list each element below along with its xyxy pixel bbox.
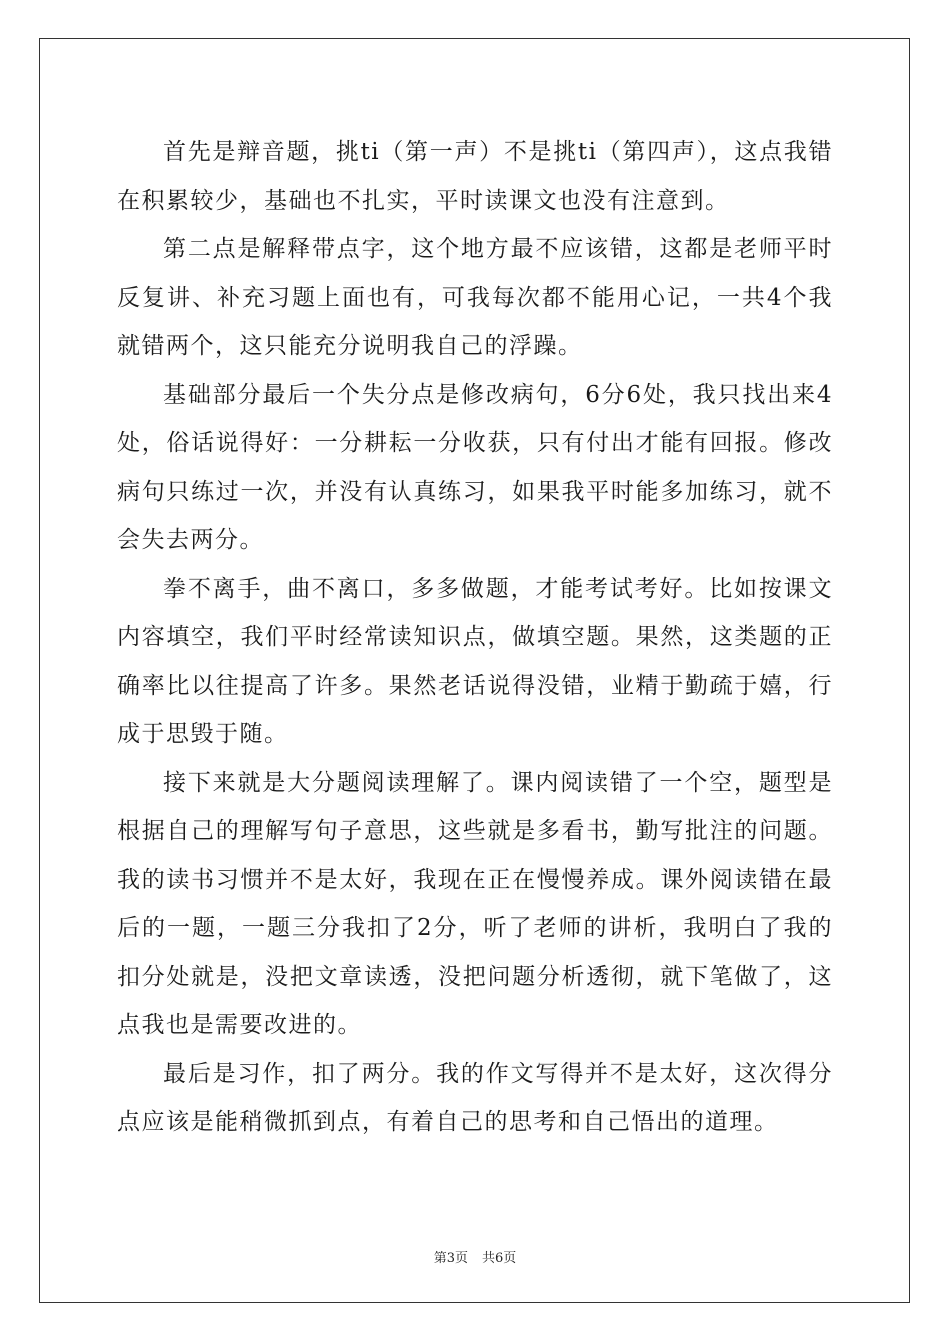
current-page-number: 第3页 bbox=[433, 1251, 468, 1266]
paragraph: 接下来就是大分题阅读理解了。课内阅读错了一个空，题型是根据自己的理解写句子意思，这些就是多看书，勤写批注的问题。我的读书习惯并不是太好，我现在正在慢慢养成。课外阅读错在最后的一题，一题三分我扣了2分，听了老师的讲析，我明白了我的扣分处就是，没把文章读透，没把问题分析透彻，就下笔做了，这点我也是需要改进的。 bbox=[117, 769, 833, 1038]
page-footer bbox=[0, 1247, 950, 1266]
paragraph: 首先是辩音题，挑ti（第一声）不是挑ti（第四声），这点我错在积累较少，基础也不扎实，平时读课文也没有注意到。 bbox=[117, 139, 833, 214]
paragraph: 基础部分最后一个失分点是修改病句，6分6处，我只找出来4处，俗话说得好：一分耕耘一分收获，只有付出才能有回报。修改病句只练过一次，并没有认真练习，如果我平时能多加练习，就不会失去两分。 bbox=[117, 381, 833, 553]
total-pages: 共6页 bbox=[482, 1251, 517, 1266]
paragraph: 拳不离手，曲不离口，多多做题，才能考试考好。比如按课文内容填空，我们平时经常读知识点，做填空题。果然，这类题的正确率比以往提高了许多。果然老话说得没错，业精于勤疏于嬉，行成于思毁于随。 bbox=[117, 575, 833, 747]
document-body bbox=[117, 128, 833, 1147]
paragraph: 最后是习作，扣了两分。我的作文写得并不是太好，这次得分点应该是能稍微抓到点，有着自己的思考和自己悟出的道理。 bbox=[117, 1060, 833, 1135]
paragraph: 第二点是解释带点字，这个地方最不应该错，这都是老师平时反复讲、补充习题上面也有，可我每次都不能用心记，一共4个我就错两个，这只能充分说明我自己的浮躁。 bbox=[117, 236, 833, 359]
